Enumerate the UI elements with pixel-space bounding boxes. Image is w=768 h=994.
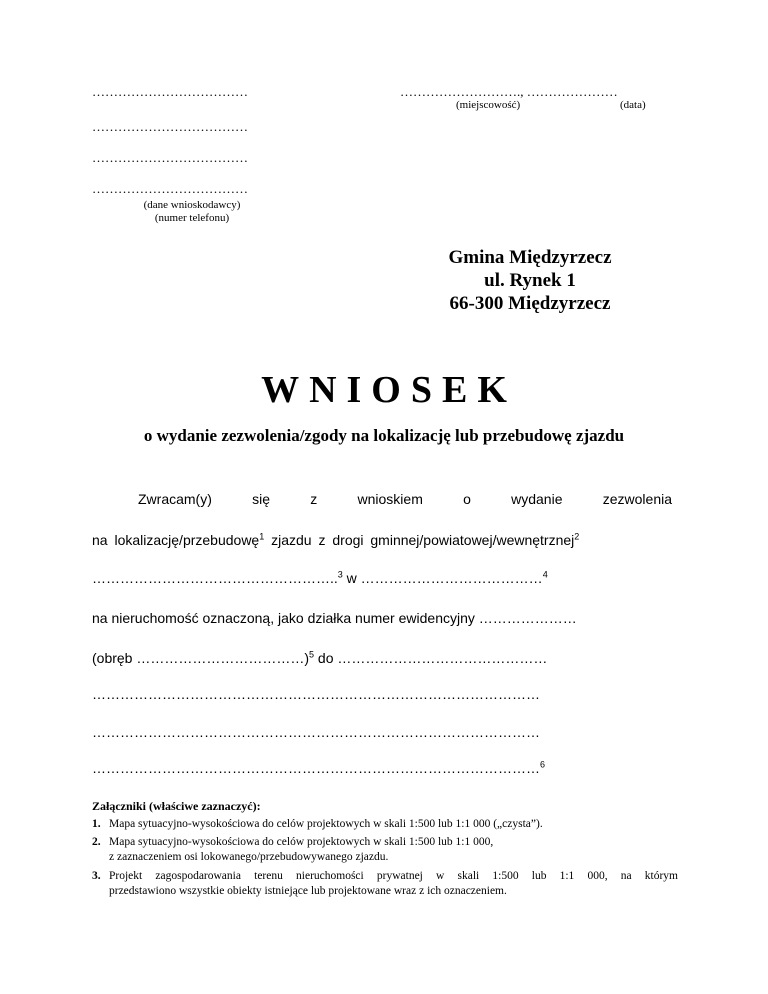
body-line-5	[92, 650, 547, 666]
addressee-block	[420, 246, 640, 315]
footnote-ref-1: 1	[259, 531, 265, 542]
applicant-line-2: ………………………………	[92, 119, 248, 134]
footnote-ref-3: 3	[337, 569, 343, 580]
word-o: o	[463, 491, 471, 507]
body-line-2	[92, 532, 579, 548]
word-zwracam: Zwracam(y)	[138, 491, 212, 507]
attachment-text: Projekt zagospodarowania terenu nieruchomości prywatnej w skali 1:500 lub 1:1 000, na którym	[109, 870, 678, 882]
phone-label: (numer telefonu)	[154, 212, 230, 224]
applicant-label: (dane wnioskodawcy)	[143, 199, 241, 211]
word-sie: się	[252, 491, 271, 507]
attachment-number: 3.	[92, 870, 101, 882]
document-title: WNIOSEK	[261, 369, 517, 411]
attachment-text: Mapa sytuacyjno-wysokościowa do celów projektowych w skali 1:500 lub 1:1 000,	[109, 836, 494, 848]
footnote-ref-6: 6	[540, 759, 546, 770]
addressee-city: 66-300 Międzyrzecz	[449, 293, 611, 314]
body-line-3	[92, 570, 548, 586]
body-line-8	[92, 760, 545, 776]
word-zezwolenia: zezwolenia	[602, 491, 672, 507]
applicant-line-4: ………………………………	[92, 181, 248, 196]
attachment-text-cont: z zaznaczeniem osi lokowanego/przebudowywanego zjazdu.	[109, 851, 389, 863]
footnote-ref-2: 2	[574, 531, 580, 542]
attachment-number: 2.	[92, 836, 101, 848]
attachment-item	[92, 817, 543, 832]
body-line-6: ……………………………………………………………………………………	[92, 686, 540, 702]
place-label: (miejscowość)	[456, 99, 521, 111]
footnote-ref-4: 4	[542, 569, 548, 580]
attachment-text: Mapa sytuacyjno-wysokościowa do celów projektowych w skali 1:500 lub 1:1 000 („czysta”).	[109, 818, 543, 830]
body-line-5-a: (obręb ………………………………)	[92, 650, 310, 666]
body-line-7: ……………………………………………………………………………………	[92, 724, 540, 740]
word-wydanie: wydanie	[511, 491, 563, 507]
date-label: (data)	[620, 99, 646, 111]
document-subtitle: o wydanie zezwolenia/zgody na lokalizację lub przebudowę zjazdu	[143, 426, 625, 445]
body-line-3-b: w …………………………………	[342, 570, 543, 586]
addressee-street: ul. Rynek 1	[484, 270, 576, 291]
body-line-2-a: na lokalizację/przebudowę	[92, 532, 260, 548]
body-line-8-dots: ……………………………………………………………………………………	[92, 760, 540, 776]
place-date-line: ………………………., …………………	[400, 84, 618, 99]
applicant-line-3: ………………………………	[92, 150, 248, 165]
body-line-2-b: zjazdu z drogi gminnej/powiatowej/wewnętrznej	[264, 532, 575, 548]
attachment-item	[92, 869, 678, 899]
word-wnioskiem: wnioskiem	[357, 491, 423, 507]
footnote-ref-5: 5	[309, 649, 315, 660]
word-z: z	[310, 491, 318, 507]
body-line-1	[92, 491, 672, 507]
attachment-text-cont: przedstawiono wszystkie obiekty istniejące lub projektowane wraz z ich oznaczeniem.	[109, 885, 507, 897]
attachment-number: 1.	[92, 818, 101, 830]
addressee-name: Gmina Międzyrzecz	[448, 247, 612, 268]
attachments-heading: Załączniki (właściwe zaznaczyć):	[92, 799, 261, 813]
body-line-3-a: ……………………………………………..	[92, 570, 338, 586]
body-line-5-b: do ………………………………………	[314, 650, 548, 666]
applicant-line-1: ………………………………	[92, 84, 248, 99]
body-line-4: na nieruchomość oznaczoną, jako działka numer ewidencyjny …………………	[92, 610, 577, 626]
attachment-item	[92, 835, 493, 865]
